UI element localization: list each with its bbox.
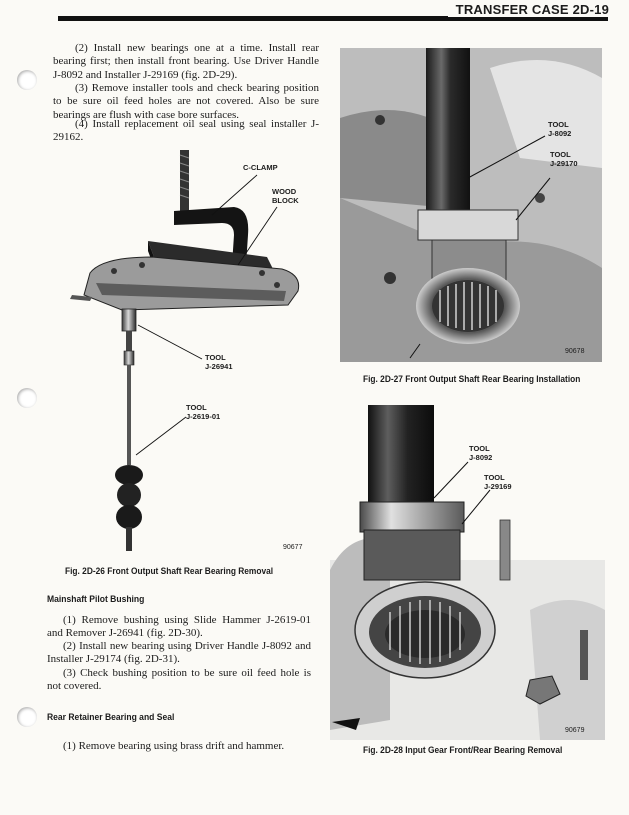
label-tool-j8092-fig27: TOOL J-8092 <box>548 120 572 138</box>
fig-2d27-number: 90678 <box>565 348 585 355</box>
fig-2d26-number: 90677 <box>283 544 303 551</box>
label-c-clamp: C-CLAMP <box>243 163 278 172</box>
page-header-title: TRANSFER CASE 2D-19 <box>448 2 609 17</box>
fig-2d27-photo <box>340 48 602 362</box>
fig-2d28-photo <box>330 400 605 740</box>
label-tool-j261901: TOOL J-2619-01 <box>186 403 221 421</box>
step-2-install-bearings: (2) Install new bearings one at a time. Install rear bearing first; then install front bearing. Use Driver Handle J-8092 and Installer J-29169 (fig. 2D-29). <box>53 42 319 81</box>
fig-2d27-caption: Fig. 2D-27 Front Output Shaft Rear Bearing Installation <box>363 374 581 385</box>
label-tool-j26941: TOOL J-26941 <box>205 353 233 371</box>
fig-2d28-drawing <box>330 400 605 740</box>
fig-2d26-drawing <box>62 145 324 560</box>
step-3-remove-tools: (3) Remove installer tools and check bearing position to be sure oil feed holes are not covered. Also be sure bearings are flush with case bore surfaces. <box>53 82 319 121</box>
rear-retainer-step-1: (1) Remove bearing using brass drift and hammer. <box>63 740 285 752</box>
fig-2d28-number: 90679 <box>565 727 585 734</box>
fig-2d26-illustration <box>62 145 324 560</box>
mainshaft-step-2: (2) Install new bearing using Driver Handle J-8092 and Installer J-29174 (fig. 2D-31). <box>47 640 311 666</box>
mainshaft-step-3: (3) Check bushing position to be sure oil feed hole is not covered. <box>47 667 311 693</box>
fig-2d28-caption: Fig. 2D-28 Input Gear Front/Rear Bearing Removal <box>363 745 563 756</box>
heading-rear-retainer: Rear Retainer Bearing and Seal <box>47 712 175 723</box>
binder-hole-bottom <box>17 707 37 727</box>
mainshaft-step-1: (1) Remove bushing using Slide Hammer J-2619-01 and Remover J-26941 (fig. 2D-30). <box>47 614 311 640</box>
step-4-install-seal: (4) Install replacement oil seal using seal installer J-29162. <box>53 118 319 144</box>
label-tool-j29170: TOOL J-29170 <box>550 150 578 168</box>
label-tool-j29169: TOOL J-29169 <box>484 473 512 491</box>
label-tool-j8092-fig28: TOOL J-8092 <box>469 444 493 462</box>
heading-mainshaft-pilot-bushing: Mainshaft Pilot Bushing <box>47 594 145 605</box>
label-wood-block: WOOD BLOCK <box>272 187 299 205</box>
binder-hole-middle <box>17 388 37 408</box>
binder-hole-top <box>17 70 37 90</box>
fig-2d27-drawing <box>340 48 602 362</box>
fig-2d26-caption: Fig. 2D-26 Front Output Shaft Rear Bearing Removal <box>65 566 274 577</box>
